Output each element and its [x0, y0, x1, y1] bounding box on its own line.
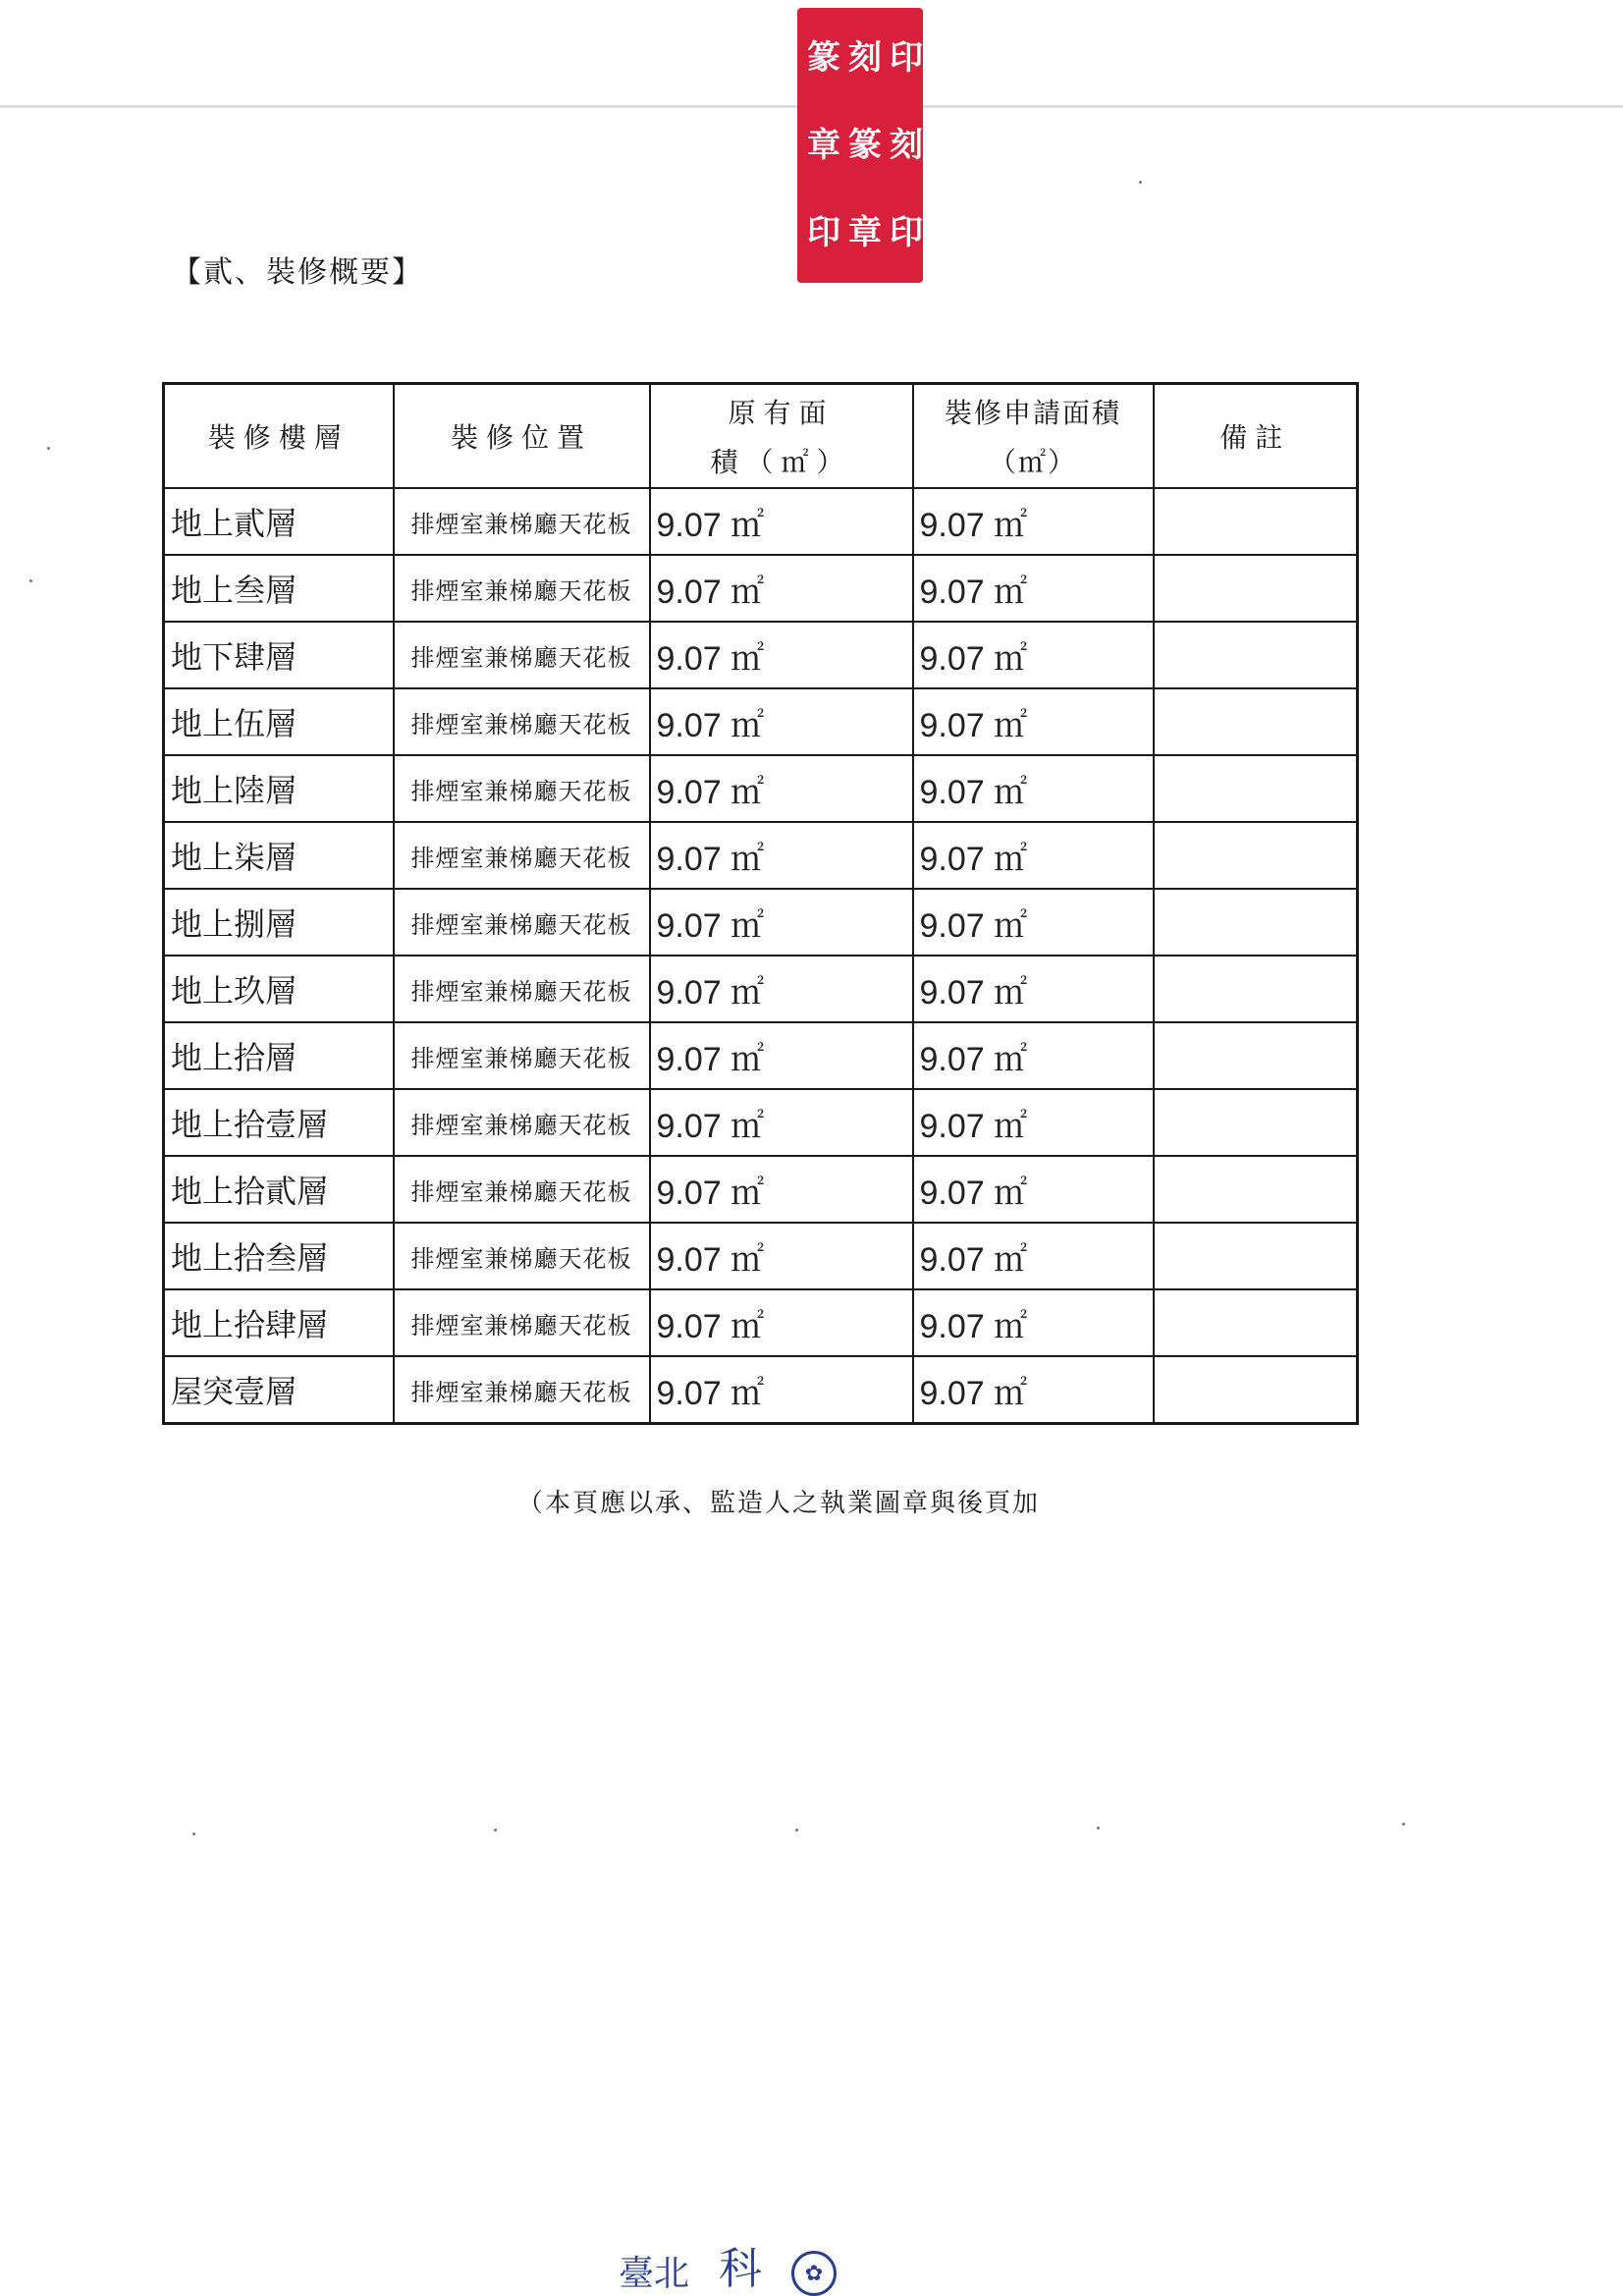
table-row	[164, 1356, 1358, 1424]
table-row	[164, 889, 1358, 956]
cell-original-area: 9.07 ㎡	[650, 1089, 913, 1156]
cell-floor: 地上貳層	[164, 488, 394, 555]
cell-applied-area: 9.07 ㎡	[913, 1022, 1154, 1089]
cell-remarks	[1154, 1356, 1358, 1424]
cell-applied-area: 9.07 ㎡	[913, 1356, 1154, 1424]
cell-applied-area: 9.07 ㎡	[913, 956, 1154, 1022]
cell-location: 排煙室兼梯廳天花板	[394, 1156, 650, 1223]
cell-original-area: 9.07 ㎡	[650, 1356, 913, 1424]
scan-speck	[1402, 1823, 1405, 1826]
cell-remarks	[1154, 1022, 1358, 1089]
cell-applied-area: 9.07 ㎡	[913, 755, 1154, 822]
header-original-area-line1: 原有面	[728, 397, 835, 429]
cell-remarks	[1154, 1289, 1358, 1356]
scan-speck	[47, 447, 50, 450]
cell-remarks	[1154, 822, 1358, 889]
cell-floor: 地上拾壹層	[164, 1089, 394, 1156]
cell-applied-area: 9.07 ㎡	[913, 1089, 1154, 1156]
cell-location: 排煙室兼梯廳天花板	[394, 1089, 650, 1156]
seal-glyph: 印	[890, 37, 923, 78]
cell-remarks	[1154, 688, 1358, 755]
cell-original-area: 9.07 ㎡	[650, 622, 913, 688]
cell-location: 排煙室兼梯廳天花板	[394, 889, 650, 956]
seal-glyph: 篆	[807, 37, 840, 78]
table-row	[164, 956, 1358, 1022]
table-header-row	[164, 384, 1358, 489]
table-row	[164, 822, 1358, 889]
cell-applied-area: 9.07 ㎡	[913, 555, 1154, 622]
cell-location: 排煙室兼梯廳天花板	[394, 488, 650, 555]
cell-remarks	[1154, 488, 1358, 555]
cell-floor: 地上捌層	[164, 889, 394, 956]
cell-applied-area: 9.07 ㎡	[913, 1223, 1154, 1289]
cell-original-area: 9.07 ㎡	[650, 488, 913, 555]
table-row	[164, 555, 1358, 622]
header-remarks: 備註	[1154, 384, 1358, 489]
bottom-stamp-char-a: 臺北	[619, 2254, 690, 2294]
header-applied-area	[913, 384, 1154, 489]
cell-applied-area: 9.07 ㎡	[913, 1289, 1154, 1356]
cell-remarks	[1154, 555, 1358, 622]
cell-location: 排煙室兼梯廳天花板	[394, 1289, 650, 1356]
cell-remarks	[1154, 1156, 1358, 1223]
scan-speck	[1097, 1827, 1100, 1830]
red-seal-stamp	[797, 8, 923, 283]
cell-floor: 地上伍層	[164, 688, 394, 755]
cell-original-area: 9.07 ㎡	[650, 956, 913, 1022]
bottom-stamp-char-b: 科	[719, 2244, 763, 2294]
cell-applied-area: 9.07 ㎡	[913, 822, 1154, 889]
cell-floor: 地上拾肆層	[164, 1289, 394, 1356]
cell-location: 排煙室兼梯廳天花板	[394, 1356, 650, 1424]
seal-glyph: 章	[807, 125, 840, 165]
cell-applied-area: 9.07 ㎡	[913, 889, 1154, 956]
seal-glyph: 章	[848, 213, 882, 253]
header-location: 裝修位置	[394, 384, 650, 489]
header-applied-area-line2: （㎡）	[988, 446, 1077, 478]
cell-original-area: 9.07 ㎡	[650, 1022, 913, 1089]
cell-original-area: 9.07 ㎡	[650, 555, 913, 622]
cell-remarks	[1154, 1223, 1358, 1289]
cell-floor: 地上玖層	[164, 956, 394, 1022]
seal-glyph: 篆	[848, 125, 882, 165]
cell-applied-area: 9.07 ㎡	[913, 1156, 1154, 1223]
table-row	[164, 1223, 1358, 1289]
table-row	[164, 755, 1358, 822]
cell-floor: 地上陸層	[164, 755, 394, 822]
cell-applied-area: 9.07 ㎡	[913, 688, 1154, 755]
cell-floor: 地上拾貳層	[164, 1156, 394, 1223]
table-row	[164, 1022, 1358, 1089]
cell-location: 排煙室兼梯廳天花板	[394, 1022, 650, 1089]
seal-glyph: 印	[890, 213, 923, 253]
cell-remarks	[1154, 755, 1358, 822]
seal-glyph: 刻	[890, 125, 923, 165]
scan-speck	[192, 1832, 195, 1835]
cell-remarks	[1154, 1089, 1358, 1156]
table-row	[164, 1289, 1358, 1356]
section-title: 【貳、裝修概要】	[172, 255, 423, 290]
footnote: （本頁應以承、監造人之執業圖章與後頁加	[517, 1489, 1041, 1518]
header-applied-area-line1: 裝修申請面積	[944, 397, 1121, 429]
cell-floor: 地下肆層	[164, 622, 394, 688]
cell-applied-area: 9.07 ㎡	[913, 488, 1154, 555]
scan-speck	[795, 1829, 798, 1831]
cell-floor: 地上叁層	[164, 555, 394, 622]
cell-floor: 地上拾層	[164, 1022, 394, 1089]
cell-original-area: 9.07 ㎡	[650, 688, 913, 755]
cell-remarks	[1154, 622, 1358, 688]
cell-applied-area: 9.07 ㎡	[913, 622, 1154, 688]
cell-location: 排煙室兼梯廳天花板	[394, 755, 650, 822]
seal-glyph: 印	[807, 213, 840, 253]
cell-location: 排煙室兼梯廳天花板	[394, 622, 650, 688]
table-row	[164, 1156, 1358, 1223]
cell-floor: 地上拾叁層	[164, 1223, 394, 1289]
bottom-blue-stamp	[619, 2239, 972, 2296]
header-original-area	[650, 384, 913, 489]
cell-original-area: 9.07 ㎡	[650, 889, 913, 956]
table-row	[164, 622, 1358, 688]
cell-original-area: 9.07 ㎡	[650, 755, 913, 822]
header-floor: 裝修樓層	[164, 384, 394, 489]
cell-original-area: 9.07 ㎡	[650, 822, 913, 889]
cell-original-area: 9.07 ㎡	[650, 1223, 913, 1289]
plum-blossom-icon: ✿	[791, 2251, 837, 2296]
table-row	[164, 688, 1358, 755]
scan-speck	[29, 579, 32, 582]
cell-location: 排煙室兼梯廳天花板	[394, 688, 650, 755]
scan-speck	[1139, 181, 1142, 184]
cell-location: 排煙室兼梯廳天花板	[394, 822, 650, 889]
cell-floor: 屋突壹層	[164, 1356, 394, 1424]
renovation-summary-table	[162, 382, 1359, 1425]
scan-speck	[494, 1829, 497, 1831]
cell-original-area: 9.07 ㎡	[650, 1289, 913, 1356]
table-row	[164, 1089, 1358, 1156]
cell-remarks	[1154, 956, 1358, 1022]
cell-location: 排煙室兼梯廳天花板	[394, 956, 650, 1022]
cell-remarks	[1154, 889, 1358, 956]
header-original-area-line2: 積（㎡）	[710, 446, 852, 478]
table-row	[164, 488, 1358, 555]
cell-original-area: 9.07 ㎡	[650, 1156, 913, 1223]
seal-glyph: 刻	[848, 37, 882, 78]
cell-floor: 地上柒層	[164, 822, 394, 889]
cell-location: 排煙室兼梯廳天花板	[394, 1223, 650, 1289]
cell-location: 排煙室兼梯廳天花板	[394, 555, 650, 622]
